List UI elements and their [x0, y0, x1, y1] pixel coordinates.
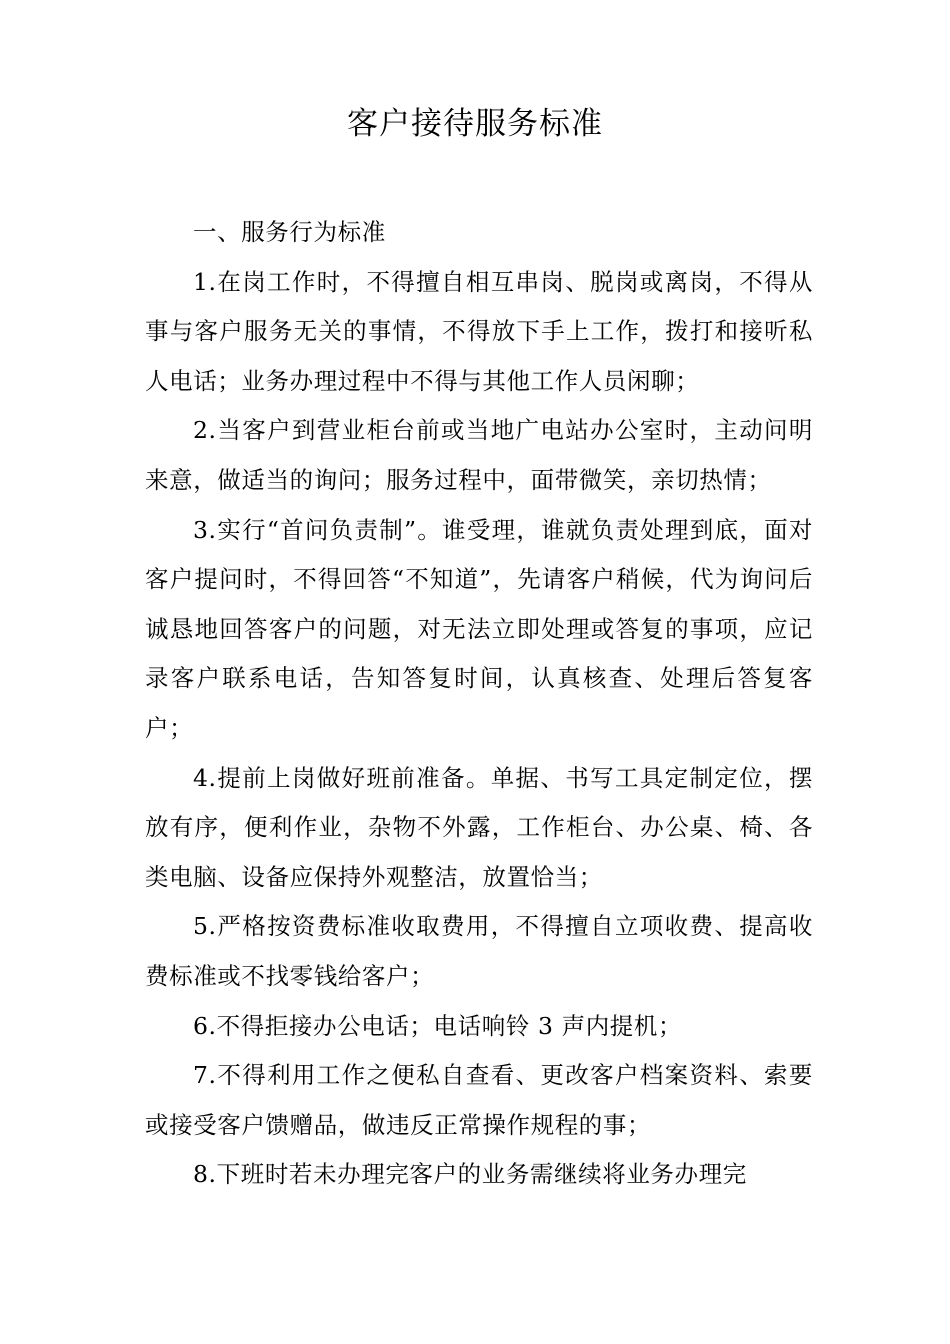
- document-title: 客户接待服务标准: [347, 106, 603, 142]
- paragraph-item-4: 4.提前上岗做好班前准备。单据、书写工具定制定位，摆放有序，便利作业，杂物不外露，工作柜台、办公桌、椅、各类电脑、设备应保持外观整洁，放置恰当；: [145, 763, 813, 891]
- paragraph-item-3: 3.实行“首问负责制”。谁受理，谁就负责处理到底，面对客户提问时，不得回答“不知道”，先请客户稍候，代为询问后诚恳地回答客户的问题，对无法立即处理或答复的事项，应记录客户联系电话，告知答复时间，认真核查、处理后答复客户；: [145, 515, 813, 742]
- paragraph-item-8: 8.下班时若未办理完客户的业务需继续将业务办理完: [193, 1160, 747, 1189]
- paragraph-item-7: 7.不得利用工作之便私自查看、更改客户档案资料、索要或接受客户馈赠品，做违反正常操作规程的事；: [145, 1061, 813, 1139]
- paragraph-item-6: 6.不得拒接办公电话；电话响铃 3 声内提机；: [193, 1011, 683, 1040]
- document-body: [145, 208, 813, 1200]
- paragraph-item-5: 5.严格按资费标准收取费用，不得擅自立项收费、提高收费标准或不找零钱给客户；: [145, 912, 813, 990]
- paragraph-item-1: 1.在岗工作时，不得擅自相互串岗、脱岗或离岗，不得从事与客户服务无关的事情，不得放下手上工作，拨打和接听私人电话；业务办理过程中不得与其他工作人员闲聊；: [145, 267, 813, 395]
- paragraph-item-2: 2.当客户到营业柜台前或当地广电站办公室时，主动问明来意，做适当的询问；服务过程中，面带微笑，亲切热情；: [145, 416, 813, 494]
- section-heading: 一、服务行为标准: [193, 218, 386, 246]
